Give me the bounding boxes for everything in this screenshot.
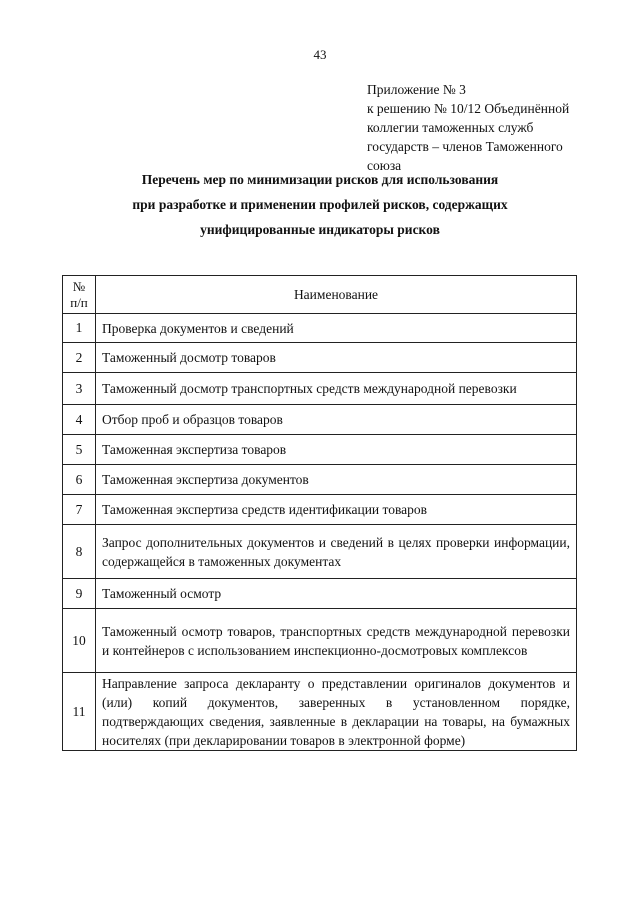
row-number: 2 — [63, 343, 96, 373]
header-num-line: п/п — [70, 294, 88, 310]
table-row — [63, 435, 577, 465]
row-name: Таможенный досмотр товаров — [96, 343, 577, 373]
title-line: Перечень мер по минимизации рисков для использования — [141, 172, 499, 187]
row-name: Таможенный осмотр товаров, транспортных средств международной перевозки и контейнеров с использованием инспекционно-досмотровых комплексов — [96, 609, 577, 673]
row-number: 3 — [63, 373, 96, 405]
appendix-line: Приложение № 3 — [367, 82, 466, 97]
row-number: 7 — [63, 495, 96, 525]
row-name: Таможенный досмотр транспортных средств международной перевозки — [96, 373, 577, 405]
appendix-line: к решению № 10/12 Объединённой — [367, 101, 570, 116]
appendix-line: государств – членов Таможенного — [367, 139, 563, 154]
appendix-line: союза — [367, 158, 402, 173]
row-name: Таможенная экспертиза документов — [96, 465, 577, 495]
table-row — [63, 343, 577, 373]
table-row — [63, 495, 577, 525]
measures-table — [62, 275, 577, 751]
table-row — [63, 673, 577, 751]
document-title — [0, 167, 640, 242]
row-number: 10 — [63, 609, 96, 673]
row-name: Таможенная экспертиза товаров — [96, 435, 577, 465]
row-number: 1 — [63, 314, 96, 343]
table-row — [63, 405, 577, 435]
row-name: Проверка документов и сведений — [96, 314, 577, 343]
row-number: 5 — [63, 435, 96, 465]
title-line: унифицированные индикаторы рисков — [200, 222, 440, 237]
row-number: 9 — [63, 579, 96, 609]
row-name: Таможенный осмотр — [96, 579, 577, 609]
appendix-note — [367, 80, 569, 175]
table-row — [63, 314, 577, 343]
header-name: Наименование — [96, 276, 577, 314]
row-name: Таможенная экспертиза средств идентификации товаров — [96, 495, 577, 525]
table-row — [63, 465, 577, 495]
row-number: 4 — [63, 405, 96, 435]
title-line: при разработке и применении профилей рисков, содержащих — [132, 197, 508, 212]
row-name: Направление запроса декларанту о представлении оригиналов документов и (или) копий документов, заверенных в установленном порядке, подтверждающих сведения, заявленные в декларации на товары, на бумажных носителях (при декларировании товаров в электронной форме) — [96, 673, 577, 751]
table-row — [63, 609, 577, 673]
page-number: 43 — [313, 47, 327, 62]
row-name: Отбор проб и образцов товаров — [96, 405, 577, 435]
appendix-line: коллегии таможенных служб — [367, 120, 534, 135]
table-row — [63, 579, 577, 609]
header-num — [63, 276, 96, 314]
row-number: 11 — [63, 673, 96, 751]
table-header-row — [63, 276, 577, 314]
table-row — [63, 525, 577, 579]
row-number: 8 — [63, 525, 96, 579]
header-num-line: № — [72, 278, 86, 294]
row-name: Запрос дополнительных документов и сведений в целях проверки информации, содержащейся в таможенных документах — [96, 525, 577, 579]
row-number: 6 — [63, 465, 96, 495]
table-row — [63, 373, 577, 405]
